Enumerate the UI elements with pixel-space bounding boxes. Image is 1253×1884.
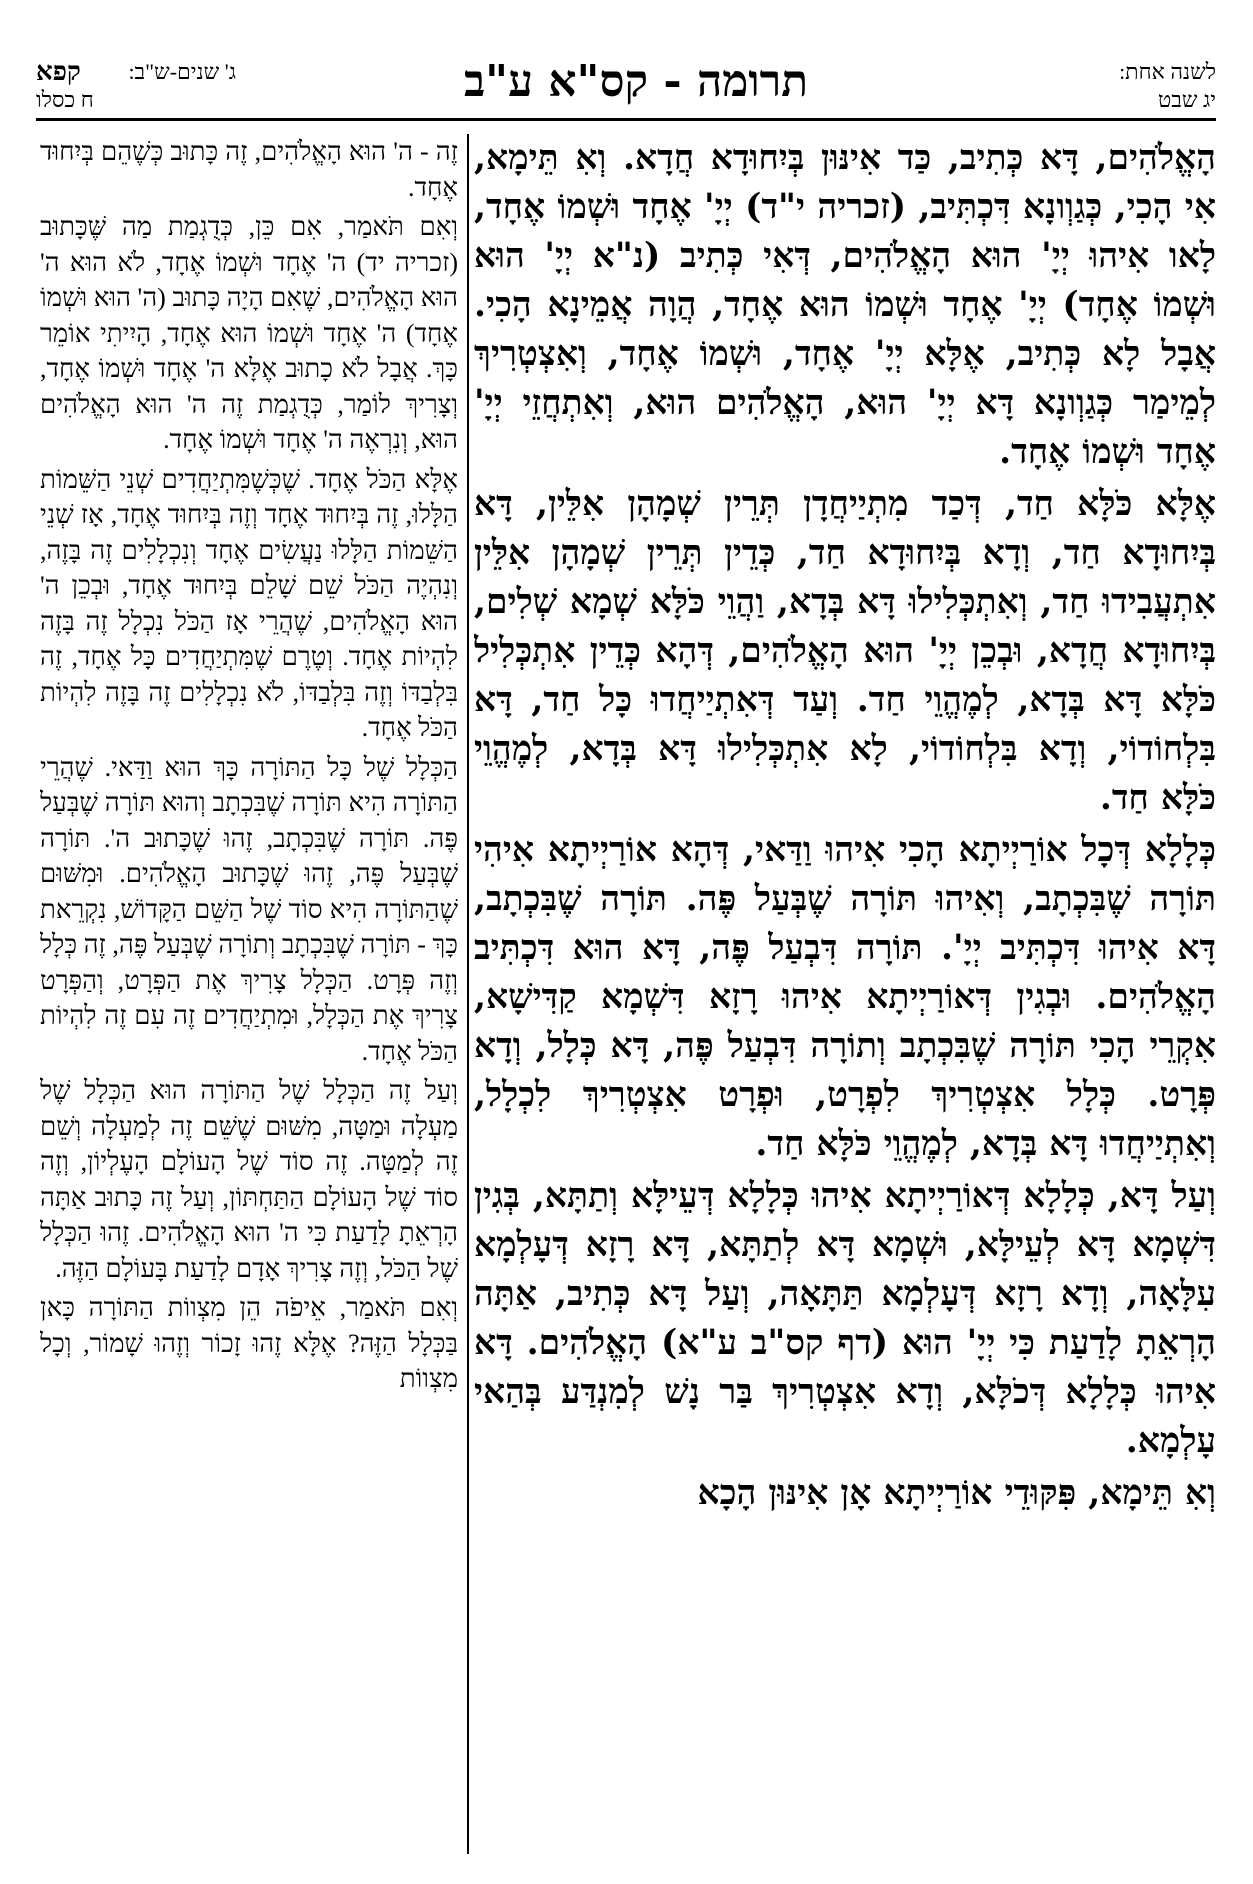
column-divider	[467, 134, 469, 1854]
translation-paragraph: וְעַל זֶה הַכְּלָל שֶׁל הַתּוֹרָה הוּא הַכְּלָל שֶׁל מַעְלָה וּמַטָּה, מִשּׁוּם שֶׁשֵּׁם זֶה לְמַעְלָה וְשֵׁם זֶה לְמַטָּה. זֶה סוֹד שֶׁל הָעוֹלָם הָעֶלְיוֹן, וְזֶה סוֹד שֶׁל הָעוֹלָם הַתַּחְתּוֹן, וְעַל זֶה כָּתוּב אַתָּה הָרְאֵתָ לָדַעַת כִּי ה' הוּא הָאֱלֹהִים. זֶהוּ הַכְּלָל שֶׁל הַכֹּל, וְזֶה צָרִיךְ אָדָם לָדַעַת בָּעוֹלָם הַזֶּה.	[40, 1076, 458, 1283]
header-cycle-three-years: ג' שנים-ש"ב:	[128, 59, 236, 84]
main-paragraph: כְּלָלָא דְּכָל אוֹרַיְיתָא הָכִי אִיהוּ וַדַּאי, דְּהָא אוֹרַיְיתָא אִיהִי תּוֹרָה שֶׁבִּכְתָב, וְאִיהוּ תּוֹרָה שֶׁבְּעַל פֶּה. תּוֹרָה שֶׁבִּכְתָב, דָּא אִיהוּ דִּכְתִּיב יְיָ'. תּוֹרָה דִּבְעַל פֶּה, דָּא הוּא דִּכְתִּיב הָאֱלֹהִים. וּבְגִין דְּאוֹרַיְיתָא אִיהוּ רָזָא דִּשְׁמָא קַדִּישָׁא, אִקְרֵי הָכִי תּוֹרָה שֶׁבִּכְתָב וְתוֹרָה דִּבְעַל פֶּה, דָּא כְּלָל, וְדָא פְּרָט. כְּלָל אִצְטְרִיךְ לִפְרָט, וּפְרָט אִצְטְרִיךְ לִכְלָל, וְאִתְיַיחֲדוּ דָּא בְּדָא, לְמֶהֱוֵי כֹּלָּא חַד.	[474, 830, 1216, 1164]
translation-paragraph: הַכְּלָל שֶׁל כָּל הַתּוֹרָה כָּךְ הוּא וַדַּאי. שֶׁהֲרֵי הַתּוֹרָה הִיא תּוֹרָה שֶׁבִּכְתָב וְהוּא תּוֹרָה שֶׁבְּעַל פֶּה. תּוֹרָה שֶׁבִּכְתָב, זֶהוּ שֶׁכָּתוּב ה'. תּוֹרָה שֶׁבְּעַל פֶּה, זֶהוּ שֶׁכָּתוּב הָאֱלֹהִים. וּמִשּׁוּם שֶׁהַתּוֹרָה הִיא סוֹד שֶׁל הַשֵּׁם הַקָּדוֹשׁ, נִקְרֵאת כָּךְ - תּוֹרָה שֶׁבִּכְתָב וְתוֹרָה שֶׁבְּעַל פֶּה, זֶה כְּלָל וְזֶה פְּרָט. הַכְּלָל צָרִיךְ אֶת הַפְּרָט, וְהַפְּרָט צָרִיךְ אֶת הַכְּלָל, וּמִתְיַחֲדִים זֶה עִם זֶה לִהְיוֹת הַכֹּל אֶחָד.	[40, 752, 458, 1066]
page-header	[36, 52, 1216, 122]
header-left-block	[36, 58, 236, 114]
main-paragraph: וְעַל דָּא, כְּלָלָא דְּאוֹרַיְיתָא אִיהוּ כְּלָלָא דְּעֵילָּא וְתַתָּא, בְּגִין דִּשְׁמָא דָּא לְעֵילָּא, וּשְׁמָא דָּא לְתַתָּא, דָּא רָזָא דְּעָלְמָא עִלָּאָה, וְדָא רָזָא דְּעָלְמָא תַּתָּאָה, וְעַל דָּא כְּתִיב, אַתָּה הָרְאֵתָ לָדַעַת כִּי יְיָ' הוּא (דף קס"ב ע"א) הָאֱלֹהִים. דָּא אִיהוּ כְּלָלָא דְּכֹלָּא, וְדָא אִצְטְרִיךְ בַּר נָשׁ לְמִנְדַּע בְּהַאי עָלְמָא.	[474, 1176, 1216, 1461]
translation-paragraph: וְאִם תֹּאמַר, אִם כֵּן, כְּדֻגְמַת מַה שֶּׁכָּתוּב (זכריה יד) ה' אֶחָד וּשְׁמוֹ אֶחָד, לֹא הוּא ה' הוּא הָאֱלֹהִים, שֶׁאִם הָיָה כָּתוּב (ה' הוּא וּשְׁמוֹ אֶחָד) ה' אֶחָד וּשְׁמוֹ הוּא אֶחָד, הָיִיתִי אוֹמֵר כָּךְ. אֲבָל לֹא כָתוּב אֶלָּא ה' אֶחָד וּשְׁמוֹ אֶחָד, וְצָרִיךְ לוֹמַר, כְּדֻגְמַת זֶה ה' הוּא הָאֱלֹהִים הוּא, וְנִרְאֶה ה' אֶחָד וּשְׁמוֹ אֶחָד.	[40, 212, 458, 454]
main-paragraph: הָאֱלֹהִים, דָּא כְּתִיב, כַּד אִינּוּן בְּיִחוּדָא חֲדָא. וְאִ תֵּימָא, אִי הָכִי, כְּגַוְונָא דִּכְתִּיב, (זכריה י"ד) יְיָ' אֶחָד וּשְׁמוֹ אֶחָד, לָאו אִיהוּ יְיָ' הוּא הָאֱלֹהִים, דְּאִי כְּתִיב (נ"א יְיָ' הוּא וּשְׁמוֹ אֶחָד) יְיָ' אֶחָד וּשְׁמוֹ הוּא אֶחָד, הֲוָה אֲמֵינָא הָכִי. אֲבָל לָא כְּתִיב, אֶלָּא יְיָ' אֶחָד, וּשְׁמוֹ אֶחָד, וְאִצְטְרִיךְ לְמֵימַר כְּגַוְונָא דָּא יְיָ' הוּא, הָאֱלֹהִים הוּא, וְאִתְחֲזֵי יְיָ' אֶחָד וּשְׁמוֹ אֶחָד.	[474, 138, 1216, 472]
main-text-column	[474, 134, 1216, 1854]
page-title: תרומה - קס"א ע"ב	[463, 56, 809, 107]
translation-paragraph: אֶלָּא הַכֹּל אֶחָד. שֶׁכְּשֶׁמִּתְיַחֲדִים שְׁנֵי הַשֵּׁמוֹת הַלָּלוּ, זֶה בְּיִחוּד אֶחָד וְזֶה בְּיִחוּד אֶחָד, אָז שְׁנֵי הַשֵּׁמוֹת הַלָּלוּ נַעֲשִׂים אֶחָד וְנִכְלָלִים זֶה בָּזֶה, וְנִהְיֶה הַכֹּל שֵׁם שָׁלֵם בְּיִחוּד אֶחָד, וּבְכֵן ה' הוּא הָאֱלֹהִים, שֶׁהֲרֵי אָז הַכֹּל נִכְלָל זֶה בָּזֶה לִהְיוֹת אֶחָד. וְטֶרֶם שֶׁמִּתְיַחֲדִים כָּל אֶחָד, זֶה בִּלְבַדּוֹ וְזֶה בִּלְבַדּוֹ, לֹא נִכְלָלִים זֶה בָּזֶה לִהְיוֹת הַכֹּל אֶחָד.	[40, 464, 458, 742]
header-left-row	[36, 58, 236, 86]
translation-column	[40, 134, 458, 1854]
main-paragraph: וְאִ תֵּימָא, פִּקּוּדֵי אוֹרַיְיתָא אָן אִינּוּן הָכָא	[697, 1473, 1216, 1513]
header-divider	[36, 118, 1216, 121]
header-left-date: ח כסלו	[36, 87, 94, 112]
header-right-block	[1036, 58, 1216, 114]
main-paragraph: אֶלָּא כֹּלָּא חַד, דְּכַד מִתְיַיחֲדָן תְּרֵין שְׁמָהָן אִלֵּין, דָּא בְּיִחוּדָא חַד, וְדָא בְּיִחוּדָא חַד, כְּדֵין תְּרֵין שְׁמָהָן אִלֵּין אִתְעֲבִידוּ חַד, וְאִתְכְּלִילוּ דָּא בְּדָא, וַהֲוֵי כֹּלָּא שְׁמָא שְׁלִים, בְּיִחוּדָא חֲדָא, וּבְכֵן יְיָ' הוּא הָאֱלֹהִים, דְּהָא כְּדֵין אִתְכְּלִיל כֹּלָּא דָּא בְּדָא, לְמֶהֱוֵי חַד. וְעַד דְּאִתְיַיחֲדוּ כָּל חַד, דָּא בִּלְחוֹדוֹי, וְדָא בִּלְחוֹדוֹי, לָא אִתְכְּלִילוּ דָּא בְּדָא, לְמֶהֱוֵי כֹּלָּא חַד.	[474, 484, 1216, 818]
translation-paragraph: וְאִם תֹּאמַר, אֵיפֹה הֵן מִצְווֹת הַתּוֹרָה כָּאן בַּכְּלָל הַזֶּה? אֶלָּא זֶהוּ זָכוֹר וְזֶהוּ שָׁמוֹר, וְכָל מִצְווֹת	[40, 1293, 458, 1393]
header-right-date: יג שבט	[1158, 87, 1216, 112]
header-cycle-one-year: לשנה אחת:	[1119, 59, 1216, 84]
translation-paragraph: זֶה - ה' הוּא הָאֱלֹהִים, זֶה כָּתוּב כְּשֶׁהֵם בְּיִחוּד אֶחָד.	[40, 137, 458, 202]
page-number: קפא	[36, 57, 81, 86]
